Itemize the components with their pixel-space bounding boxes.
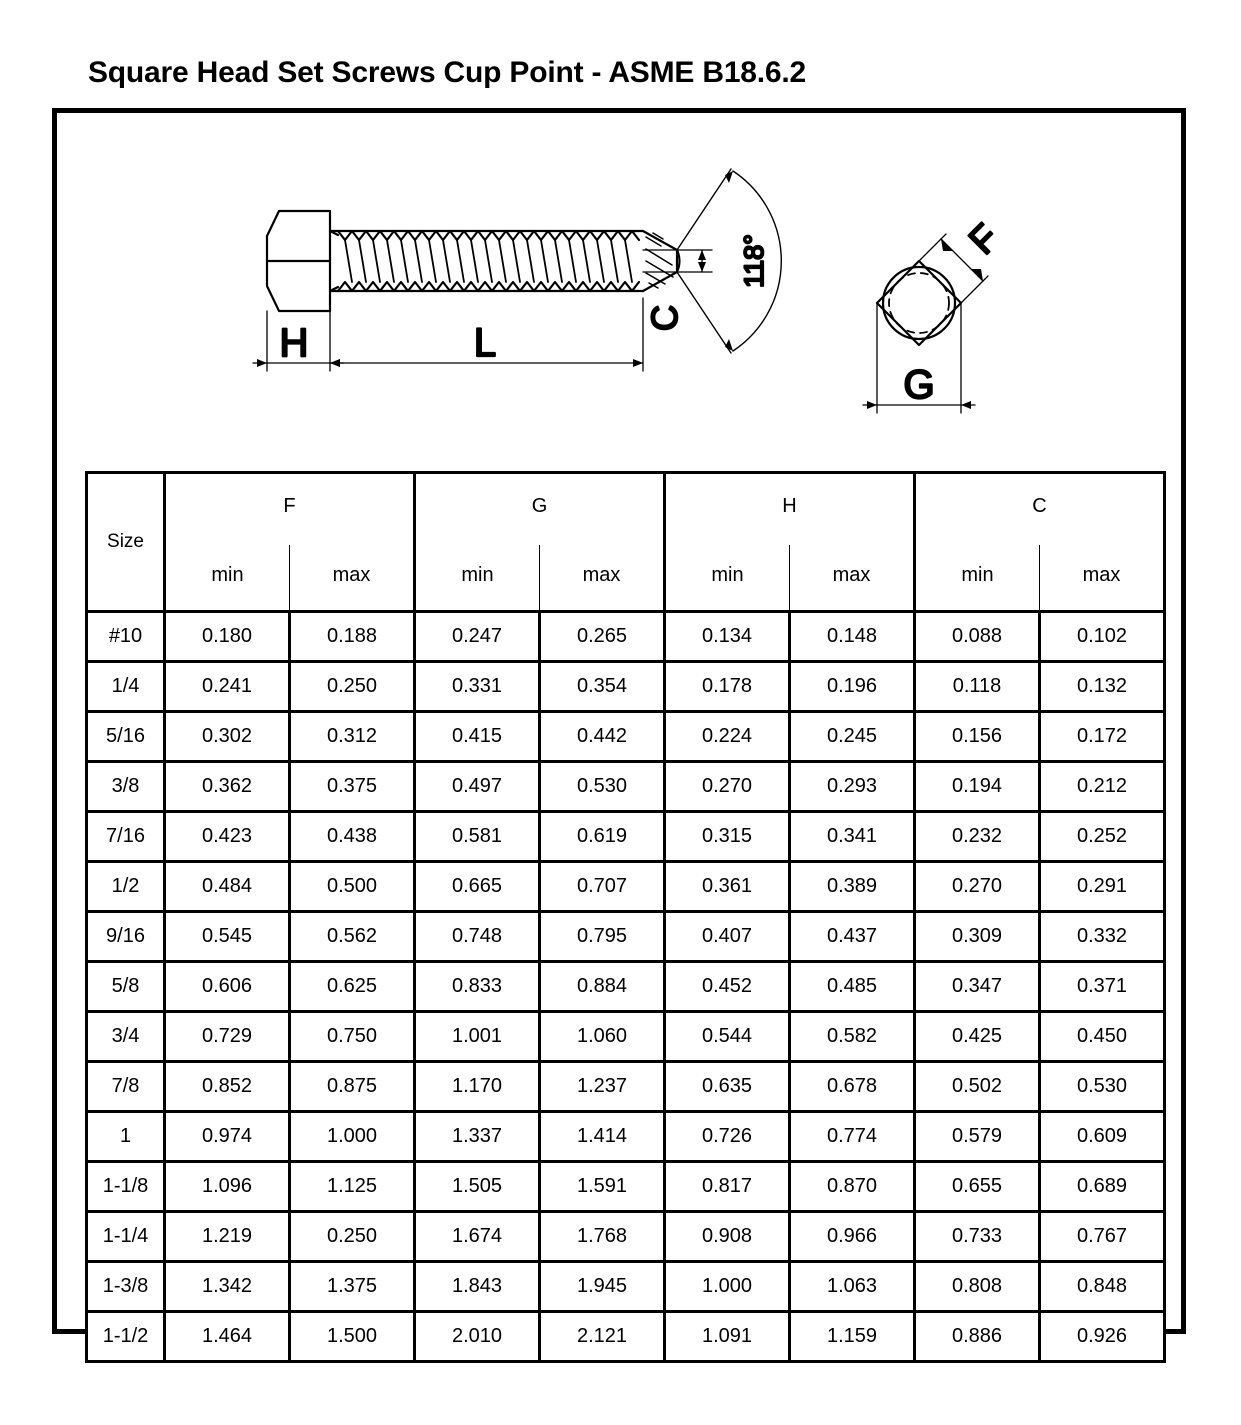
cell-g-max: 2.121 (540, 1312, 665, 1362)
cell-size: 5/16 (87, 712, 165, 762)
cell-f-min: 0.606 (165, 962, 290, 1012)
cell-size: 3/4 (87, 1012, 165, 1062)
table-row (87, 1262, 1165, 1312)
cell-g-max: 1.768 (540, 1212, 665, 1262)
cell-h-min: 0.635 (665, 1062, 790, 1112)
column-group-header-c: C (915, 473, 1165, 546)
cell-g-max: 0.795 (540, 912, 665, 962)
cell-h-min: 0.817 (665, 1162, 790, 1212)
cell-h-max: 0.196 (790, 662, 915, 712)
cell-f-min: 1.219 (165, 1212, 290, 1262)
cup-point (643, 231, 679, 291)
cell-h-max: 0.341 (790, 812, 915, 862)
cell-g-max: 0.707 (540, 862, 665, 912)
spec-table-container (85, 471, 1163, 1363)
cell-g-min: 0.331 (415, 662, 540, 712)
cell-c-max: 0.848 (1040, 1262, 1165, 1312)
cell-c-max: 0.371 (1040, 962, 1165, 1012)
cell-f-min: 1.464 (165, 1312, 290, 1362)
cell-f-max: 0.500 (290, 862, 415, 912)
cell-f-max: 0.312 (290, 712, 415, 762)
cell-h-min: 0.270 (665, 762, 790, 812)
cell-f-max: 0.250 (290, 1212, 415, 1262)
cell-h-max: 0.678 (790, 1062, 915, 1112)
cell-f-min: 0.302 (165, 712, 290, 762)
cell-c-min: 0.425 (915, 1012, 1040, 1062)
cell-f-max: 0.875 (290, 1062, 415, 1112)
cell-f-max: 0.438 (290, 812, 415, 862)
drawing-svg (57, 113, 1191, 463)
cell-g-min: 0.415 (415, 712, 540, 762)
dimensions-table (85, 471, 1166, 1363)
cell-c-min: 0.309 (915, 912, 1040, 962)
cell-c-max: 0.767 (1040, 1212, 1165, 1262)
cell-c-max: 0.926 (1040, 1312, 1165, 1362)
cell-g-max: 1.414 (540, 1112, 665, 1162)
cell-g-min: 0.497 (415, 762, 540, 812)
cell-h-max: 0.245 (790, 712, 915, 762)
cell-f-max: 0.625 (290, 962, 415, 1012)
table-row (87, 1062, 1165, 1112)
cell-c-max: 0.609 (1040, 1112, 1165, 1162)
cell-g-max: 1.060 (540, 1012, 665, 1062)
cell-c-min: 0.655 (915, 1162, 1040, 1212)
cell-size: 1/2 (87, 862, 165, 912)
cell-f-min: 0.545 (165, 912, 290, 962)
cell-c-min: 0.232 (915, 812, 1040, 862)
cell-g-min: 1.001 (415, 1012, 540, 1062)
sub-header-g-max: max (540, 545, 665, 612)
cell-h-min: 0.544 (665, 1012, 790, 1062)
cell-f-min: 1.342 (165, 1262, 290, 1312)
cell-g-min: 1.337 (415, 1112, 540, 1162)
cell-c-max: 0.132 (1040, 662, 1165, 712)
content-frame (52, 108, 1186, 1347)
cell-h-min: 1.000 (665, 1262, 790, 1312)
h-label: H (279, 321, 309, 365)
cell-g-min: 1.170 (415, 1062, 540, 1112)
table-row (87, 1312, 1165, 1362)
cell-h-min: 0.224 (665, 712, 790, 762)
g-label: G (903, 363, 935, 407)
cell-f-max: 1.000 (290, 1112, 415, 1162)
table-row (87, 1212, 1165, 1262)
table-row (87, 812, 1165, 862)
cell-size: 5/8 (87, 962, 165, 1012)
cell-f-max: 1.125 (290, 1162, 415, 1212)
column-group-header-f: F (165, 473, 415, 546)
cell-f-max: 0.375 (290, 762, 415, 812)
cell-size: 7/16 (87, 812, 165, 862)
cell-c-min: 0.088 (915, 612, 1040, 662)
cell-h-max: 1.159 (790, 1312, 915, 1362)
cell-c-max: 0.102 (1040, 612, 1165, 662)
cell-h-max: 0.148 (790, 612, 915, 662)
cell-c-max: 0.689 (1040, 1162, 1165, 1212)
cell-h-max: 0.437 (790, 912, 915, 962)
cell-c-min: 0.270 (915, 862, 1040, 912)
cell-h-min: 0.178 (665, 662, 790, 712)
table-row (87, 662, 1165, 712)
cell-h-min: 0.407 (665, 912, 790, 962)
cell-g-max: 1.945 (540, 1262, 665, 1312)
cell-h-min: 1.091 (665, 1312, 790, 1362)
cell-h-max: 0.293 (790, 762, 915, 812)
cell-f-min: 0.180 (165, 612, 290, 662)
table-row (87, 962, 1165, 1012)
cell-f-min: 0.423 (165, 812, 290, 862)
cell-f-min: 0.974 (165, 1112, 290, 1162)
cell-h-min: 0.726 (665, 1112, 790, 1162)
cell-size: 1-1/2 (87, 1312, 165, 1362)
sub-header-h-max: max (790, 545, 915, 612)
cell-c-min: 0.194 (915, 762, 1040, 812)
cell-c-min: 0.808 (915, 1262, 1040, 1312)
end-view-square-head (877, 261, 961, 345)
table-row (87, 1162, 1165, 1212)
cell-g-max: 1.237 (540, 1062, 665, 1112)
column-group-header-h: H (665, 473, 915, 546)
column-group-header-g: G (415, 473, 665, 546)
cell-c-min: 0.347 (915, 962, 1040, 1012)
table-header (87, 473, 1165, 612)
table-group-header-row (87, 473, 1165, 546)
cell-c-max: 0.172 (1040, 712, 1165, 762)
cell-f-max: 0.250 (290, 662, 415, 712)
cell-g-min: 0.833 (415, 962, 540, 1012)
cell-c-max: 0.252 (1040, 812, 1165, 862)
column-header-size: Size (87, 473, 165, 612)
cell-f-min: 0.484 (165, 862, 290, 912)
cell-g-min: 0.748 (415, 912, 540, 962)
cell-size: 1-3/8 (87, 1262, 165, 1312)
cell-c-min: 0.502 (915, 1062, 1040, 1112)
cell-h-min: 0.908 (665, 1212, 790, 1262)
threaded-shank (330, 231, 643, 291)
sub-header-f-max: max (290, 545, 415, 612)
cell-g-min: 2.010 (415, 1312, 540, 1362)
cell-h-min: 0.361 (665, 862, 790, 912)
cell-g-max: 1.591 (540, 1162, 665, 1212)
cell-g-min: 1.505 (415, 1162, 540, 1212)
cell-h-min: 0.134 (665, 612, 790, 662)
table-row (87, 1112, 1165, 1162)
cell-c-max: 0.450 (1040, 1012, 1165, 1062)
cell-f-max: 0.562 (290, 912, 415, 962)
table-row (87, 862, 1165, 912)
cell-g-max: 0.619 (540, 812, 665, 862)
cell-size: 1-1/8 (87, 1162, 165, 1212)
cell-g-min: 1.674 (415, 1212, 540, 1262)
cell-c-min: 0.579 (915, 1112, 1040, 1162)
table-sub-header-row (87, 545, 1165, 612)
cell-c-min: 0.156 (915, 712, 1040, 762)
cell-f-min: 0.362 (165, 762, 290, 812)
page-title: Square Head Set Screws Cup Point - ASME B18.6.2 (88, 56, 807, 89)
cell-h-max: 0.774 (790, 1112, 915, 1162)
cell-f-max: 1.375 (290, 1262, 415, 1312)
cell-c-min: 0.733 (915, 1212, 1040, 1262)
h-l-dimensions (253, 298, 643, 371)
table-row (87, 1012, 1165, 1062)
sub-header-c-min: min (915, 545, 1040, 612)
cell-f-min: 0.852 (165, 1062, 290, 1112)
sub-header-g-min: min (415, 545, 540, 612)
cell-f-max: 1.500 (290, 1312, 415, 1362)
cell-h-min: 0.315 (665, 812, 790, 862)
cell-f-max: 0.188 (290, 612, 415, 662)
cell-c-min: 0.886 (915, 1312, 1040, 1362)
cell-c-min: 0.118 (915, 662, 1040, 712)
table-row (87, 762, 1165, 812)
cell-h-max: 0.870 (790, 1162, 915, 1212)
cell-g-max: 0.354 (540, 662, 665, 712)
cell-h-max: 0.389 (790, 862, 915, 912)
sub-header-f-min: min (165, 545, 290, 612)
cell-c-max: 0.212 (1040, 762, 1165, 812)
f-label: F (961, 216, 1008, 263)
hex-head-profile (267, 211, 330, 311)
table-row (87, 612, 1165, 662)
cell-c-max: 0.291 (1040, 862, 1165, 912)
cell-f-min: 0.241 (165, 662, 290, 712)
angle-label-118: 118° (739, 234, 769, 288)
cell-g-min: 0.247 (415, 612, 540, 662)
sub-header-h-min: min (665, 545, 790, 612)
cell-f-min: 0.729 (165, 1012, 290, 1062)
cell-g-max: 0.442 (540, 712, 665, 762)
l-label: L (473, 321, 497, 365)
cell-g-max: 0.884 (540, 962, 665, 1012)
cell-f-max: 0.750 (290, 1012, 415, 1062)
cell-h-max: 1.063 (790, 1262, 915, 1312)
sub-header-c-max: max (1040, 545, 1165, 612)
table-body (87, 612, 1165, 1362)
cell-h-min: 0.452 (665, 962, 790, 1012)
cell-h-max: 0.485 (790, 962, 915, 1012)
cell-size: 3/8 (87, 762, 165, 812)
cell-g-min: 0.581 (415, 812, 540, 862)
cell-g-max: 0.530 (540, 762, 665, 812)
cell-size: 1-1/4 (87, 1212, 165, 1262)
cell-size: 7/8 (87, 1062, 165, 1112)
c-label: C (644, 305, 685, 331)
cell-g-min: 0.665 (415, 862, 540, 912)
cell-size: 1/4 (87, 662, 165, 712)
cell-g-max: 0.265 (540, 612, 665, 662)
cell-h-max: 0.582 (790, 1012, 915, 1062)
cell-c-max: 0.530 (1040, 1062, 1165, 1112)
cell-f-min: 1.096 (165, 1162, 290, 1212)
cell-size: 9/16 (87, 912, 165, 962)
technical-drawing (57, 113, 1191, 463)
cell-c-max: 0.332 (1040, 912, 1165, 962)
cell-g-min: 1.843 (415, 1262, 540, 1312)
table-row (87, 912, 1165, 962)
table-row (87, 712, 1165, 762)
cell-size: 1 (87, 1112, 165, 1162)
cell-h-max: 0.966 (790, 1212, 915, 1262)
cell-size: #10 (87, 612, 165, 662)
